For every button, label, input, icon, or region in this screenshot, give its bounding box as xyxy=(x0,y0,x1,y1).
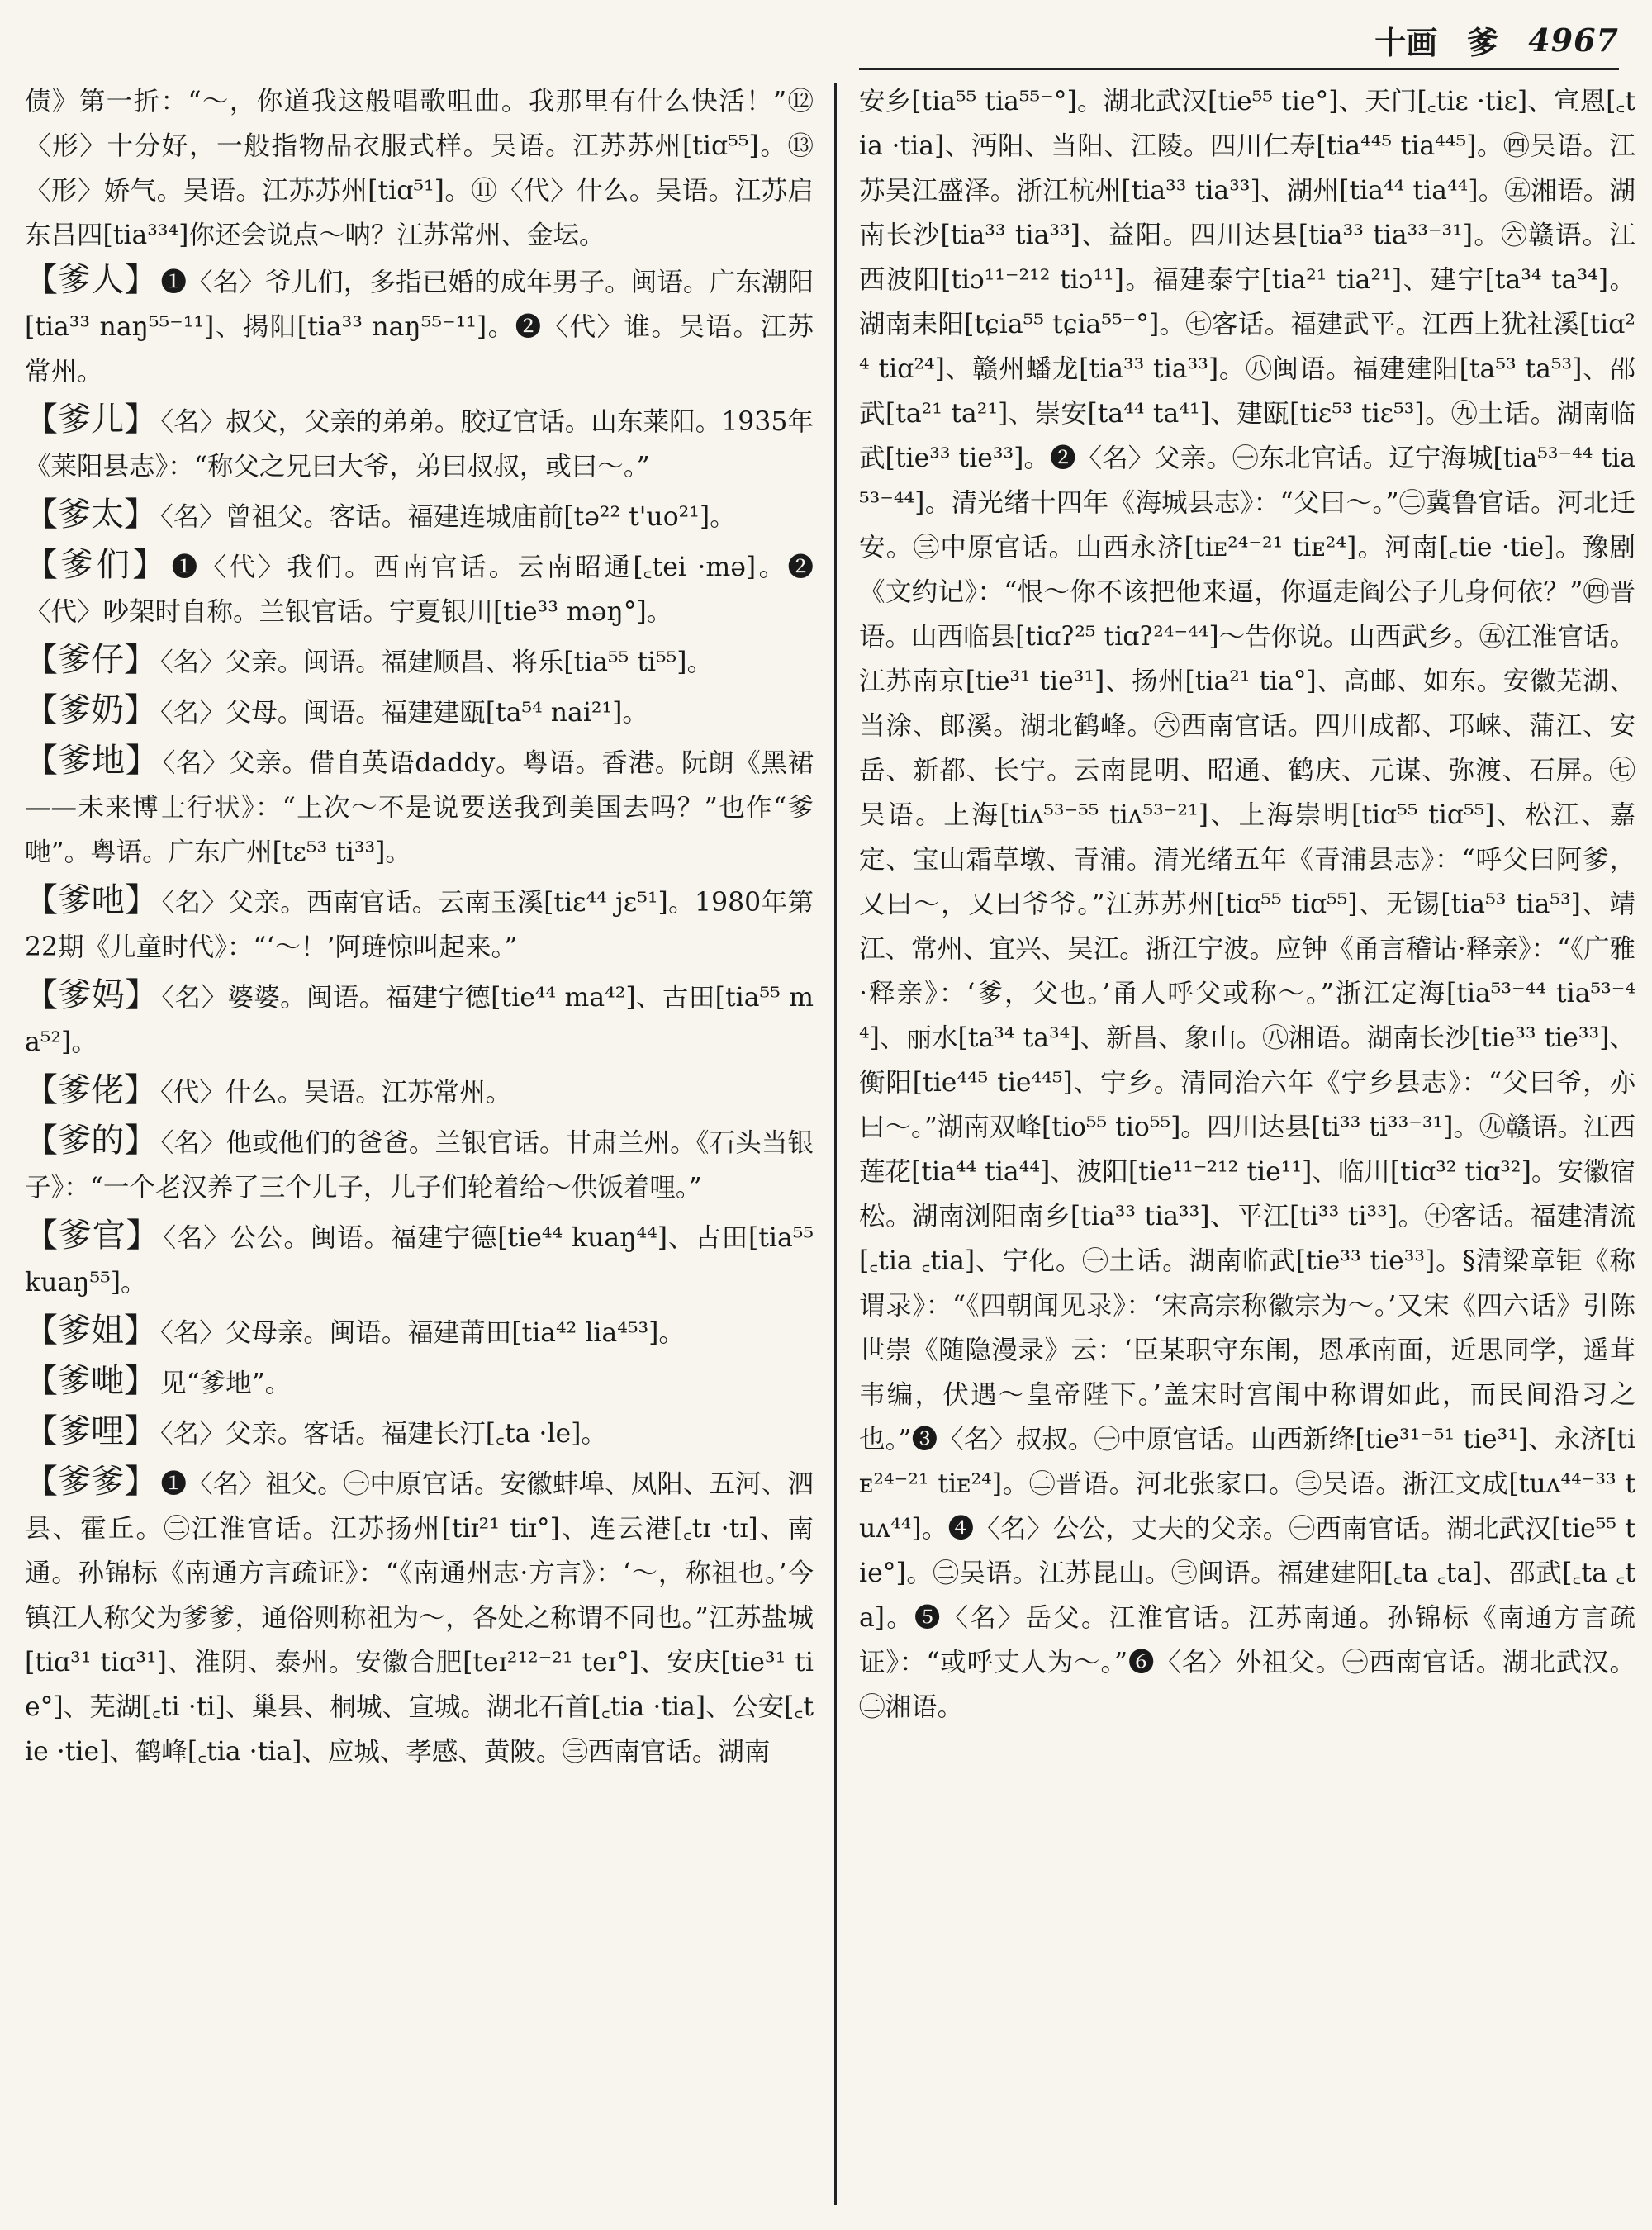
entry-headword: 【爹奶】 xyxy=(25,691,157,729)
entry-headword: 【爹姐】 xyxy=(25,1312,157,1350)
entry-headword: 【爹吔】 xyxy=(25,881,159,919)
entry-definition: 〈名〉父母。闽语。福建建瓯[ta⁵⁴ nai²¹]。 xyxy=(160,698,648,728)
entry-definition: 〈名〉曾祖父。客话。福建连城庙前[tə²² t'uo²¹]。 xyxy=(160,502,736,532)
entry-definition: ❶〈名〉爷儿们，多指已婚的成年男子。闽语。广东潮阳[tia³³ naŋ⁵⁵⁻¹¹]、揭阳[tia³³ naŋ⁵⁵⁻¹¹]。❷〈代〉谁。吴语。江苏常州。 xyxy=(25,268,814,387)
entry-headword: 【爹太】 xyxy=(25,496,157,534)
entry-headword: 【爹地】 xyxy=(25,742,159,780)
entry-headword: 【爹仔】 xyxy=(25,641,157,679)
header-character: 爹 xyxy=(1467,23,1499,61)
dictionary-entry xyxy=(25,878,814,970)
dictionary-entry xyxy=(25,258,814,394)
entry-definition: 〈名〉婆婆。闽语。福建宁德[tie⁴⁴ ma⁴²]、古田[tia⁵⁵ ma⁵²]。 xyxy=(25,983,814,1057)
entry-definition: 〈名〉父亲。闽语。福建顺昌、将乐[tia⁵⁵ ti⁵⁵]。 xyxy=(160,648,714,677)
dictionary-entry xyxy=(25,638,814,685)
dictionary-entry xyxy=(25,688,814,735)
entry-definition: 〈名〉父母亲。闽语。福建莆田[tia⁴² lia⁴⁵³]。 xyxy=(160,1318,685,1348)
entry-headword: 【爹的】 xyxy=(25,1122,158,1160)
entry-headword: 【爹人】 xyxy=(25,261,158,299)
entry-definition: 〈代〉什么。吴语。江苏常州。 xyxy=(160,1078,512,1108)
entry-definition: 〈名〉叔父，父亲的弟弟。胶辽官话。山东莱阳。1935年《莱阳县志》：“称父之兄曰大爷，弟曰叔叔，或曰～。” xyxy=(25,407,814,482)
column-divider xyxy=(834,83,837,2205)
entry-definition: ❶〈名〉祖父。㊀中原官话。安徽蚌埠、凤阳、五河、泗县、霍丘。㊁江淮官话。江苏扬州[tiɪ²¹ tiɪ°]、连云港[꜀tɪ ·tɪ]、南通。孙锦标《南通方言疏证》：“《南通州志·方言》：‘～，称祖也。’今镇江人称父为爹爹，通俗则称祖为～，各处之称谓不同也。”江苏盐城[tiɑ³¹ tiɑ³¹]、淮阴、泰州。安徽合肥[teɪ²¹²⁻²¹ teɪ°]、安庆[tie³¹ tie°]、芜湖[꜀ti ·ti]、巢县、桐城、宣城。湖北石首[꜀tia ·tia]、公安[꜀tie ·tie]、鹤峰[꜀tia ·tia]、应城、孝感、黄陂。㊂西南官话。湖南 xyxy=(25,1469,814,1767)
entry-definition: 〈名〉他或他们的爸爸。兰银官话。甘肃兰州。《石头当银子》：“一个老汉养了三个儿子，儿子们轮着给～供饭着哩。” xyxy=(25,1128,814,1203)
page-header xyxy=(1222,15,1619,64)
dictionary-entry xyxy=(25,1308,814,1355)
entry-definition: 见“爹地”。 xyxy=(160,1369,292,1398)
entry-headword: 【爹官】 xyxy=(25,1217,160,1255)
entry-headword: 【爹哋】 xyxy=(25,1362,157,1400)
entry-headword: 【爹们】 xyxy=(25,546,169,584)
section-label: 十画 xyxy=(1374,23,1438,61)
entry-headword: 【爹儿】 xyxy=(25,401,158,439)
entry-definition: 〈名〉父亲。客话。福建长汀[꜀ta ·le]。 xyxy=(160,1419,607,1449)
continuation-text: 债》第一折：“～，你道我这般唱歌咀曲。我那里有什么快活！”⑫〈形〉十分好，一般指物品衣服式样。吴语。江苏苏州[tiɑ⁵⁵]。⑬〈形〉娇气。吴语。江苏苏州[tiɑ⁵¹]。⑪〈代〉什么。吴语。江苏启东吕四[tia³³⁴]你还会说点～呐？江苏常州、金坛。 xyxy=(25,87,814,250)
entry-headword: 【爹妈】 xyxy=(25,976,159,1014)
header-rule xyxy=(859,68,1619,70)
dictionary-entry xyxy=(25,738,814,875)
entry-list xyxy=(25,258,814,1774)
entry-definition: ❶〈代〉我们。西南官话。云南昭通[꜀tei ·mə]。❷〈代〉吵架时自称。兰银官话。宁夏银川[tie³³ məŋ°]。 xyxy=(25,553,814,627)
dictionary-entry xyxy=(25,1213,814,1305)
dictionary-entry xyxy=(25,397,814,489)
dictionary-entry xyxy=(25,1068,814,1115)
right-column-text: 安乡[tia⁵⁵ tia⁵⁵⁻°]。湖北武汉[tie⁵⁵ tie°]、天门[꜀tiɛ ·tiɛ]、宣恩[꜀tia ·tia]、沔阳、当阳、江陵。四川仁寿[tia⁴⁴⁵ tia⁴⁴⁵]。㊃吴语。江苏吴江盛泽。浙江杭州[tia³³ tia³³]、湖州[tia⁴⁴ tia⁴⁴]。㊄湘语。湖南长沙[tia³³ tia³³]、益阳。四川达县[tia³³ tia³³⁻³¹]。㊅赣语。江西波阳[tiɔ¹¹⁻²¹² tiɔ¹¹]。福建泰宁[tia²¹ tia²¹]、建宁[ta³⁴ ta³⁴]。湖南耒阳[tɕia⁵⁵ tɕia⁵⁵⁻°]。㊆客话。福建武平。江西上犹社溪[tiɑ²⁴ tiɑ²⁴]、赣州蟠龙[tia³³ tia³³]。㊇闽语。福建建阳[ta⁵³ ta⁵³]、邵武[ta²¹ ta²¹]、崇安[ta⁴⁴ ta⁴¹]、建瓯[tiɛ⁵³ tiɛ⁵³]。㊈土话。湖南临武[tie³³ tie³³]。❷〈名〉父亲。㊀东北官话。辽宁海城[tia⁵³⁻⁴⁴ tia⁵³⁻⁴⁴]。清光绪十四年《海城县志》：“父曰～。”㊁冀鲁官话。河北迁安。㊂中原官话。山西永济[tiᴇ²⁴⁻²¹ tiᴇ²⁴]。河南[꜀tie ·tie]。豫剧《文约记》：“恨～你不该把他来逼，你逼走阎公子儿身何依？”㊃晋语。山西临县[tiɑʔ²⁵ tiɑʔ²⁴⁻⁴⁴]～告你说。山西武乡。㊄江淮官话。江苏南京[tie³¹ tie³¹]、扬州[tia²¹ tia°]、高邮、如东。安徽芜湖、当涂、郎溪。湖北鹤峰。㊅西南官话。四川成都、邛崃、蒲江、安岳、新都、长宁。云南昆明、昭通、鹤庆、元谋、弥渡、石屏。㊆吴语。上海[tiʌ⁵³⁻⁵⁵ tiʌ⁵³⁻²¹]、上海崇明[tiɑ⁵⁵ tiɑ⁵⁵]、松江、嘉定、宝山霜草墩、青浦。清光绪五年《青浦县志》：“呼父曰阿爹，又曰～，又曰爷爷。”江苏苏州[tiɑ⁵⁵ tiɑ⁵⁵]、无锡[tia⁵³ tia⁵³]、靖江、常州、宜兴、吴江。浙江宁波。应钟《甬言稽诂·释亲》：“《广雅·释亲》：‘爹，父也。’甬人呼父或称～。”浙江定海[tia⁵³⁻⁴⁴ tia⁵³⁻⁴⁴]、丽水[ta³⁴ ta³⁴]、新昌、象山。㊇湘语。湖南长沙[tie³³ tie³³]、衡阳[tie⁴⁴⁵ tie⁴⁴⁵]、宁乡。清同治六年《宁乡县志》：“父曰爷，亦曰～。”湖南双峰[tio⁵⁵ tio⁵⁵]。四川达县[ti³³ ti³³⁻³¹]。㊈赣语。江西莲花[tia⁴⁴ tia⁴⁴]、波阳[tie¹¹⁻²¹² tie¹¹]、临川[tiɑ³² tiɑ³²]。安徽宿松。湖南浏阳南乡[tia³³ tia³³]、平江[ti³³ ti³³]。㊉客话。福建清流[꜀tia ꜀tia]、宁化。㊀土话。湖南临武[tie³³ tie³³]。§清梁章钜《称谓录》：“《四朝闻见录》：‘宋高宗称徽宗为～。’又宋《四六话》引陈世崇《随隐漫录》云：‘臣某职守东闱，恩承南面，近思同学，遥茸韦编，伏遇～皇帝陛下。’盖宋时宫闱中称谓如此，而民间沿习之也。”❸〈名〉叔叔。㊀中原官话。山西新绛[tie³¹⁻⁵¹ tie³¹]、永济[tiᴇ²⁴⁻²¹ tiᴇ²⁴]。㊁晋语。河北张家口。㊂吴语。浙江文成[tuʌ⁴⁴⁻³³ tuʌ⁴⁴]。❹〈名〉公公，丈夫的父亲。㊀西南官话。湖北武汉[tie⁵⁵ tie°]。㊁吴语。江苏昆山。㊂闽语。福建建阳[꜀ta ꜀ta]、邵武[꜀ta ꜀ta]。❺〈名〉岳父。江淮官话。江苏南通。孙锦标《南通方言疏证》：“或呼丈人为～。”❻〈名〉外祖父。㊀西南官话。湖北武汉。㊁湘语。 xyxy=(859,87,1635,1722)
dictionary-entry xyxy=(25,1118,814,1210)
dictionary-entry xyxy=(25,973,814,1065)
entry-definition: 〈名〉公公。闽语。福建宁德[tie⁴⁴ kuaŋ⁴⁴]、古田[tia⁵⁵ kuaŋ⁵⁵]。 xyxy=(25,1223,814,1298)
entry-headword: 【爹佬】 xyxy=(25,1071,157,1109)
entry-definition: 〈名〉父亲。借自英语daddy。粤语。香港。阮朗《黑裙——未来博士行状》：“上次～不是说要送我到美国去吗？”也作“爹哋”。粤语。广东广州[tɛ⁵³ ti³³]。 xyxy=(25,748,814,867)
page-number: 4967 xyxy=(1528,21,1619,59)
dictionary-entry xyxy=(25,1459,814,1774)
dictionary-entry xyxy=(25,492,814,539)
dictionary-entry xyxy=(25,543,814,634)
left-column xyxy=(25,79,814,2213)
dictionary-entry xyxy=(25,1359,814,1406)
dictionary-entry xyxy=(25,1409,814,1456)
entry-headword: 【爹爹】 xyxy=(25,1463,158,1501)
right-column xyxy=(859,79,1635,2213)
entry-definition: 〈名〉父亲。西南官话。云南玉溪[tiɛ⁴⁴ jɛ⁵¹]。1980年第22期《儿童时代》：“‘～！’阿琏惊叫起来。” xyxy=(25,888,814,962)
entry-headword: 【爹哩】 xyxy=(25,1412,157,1450)
